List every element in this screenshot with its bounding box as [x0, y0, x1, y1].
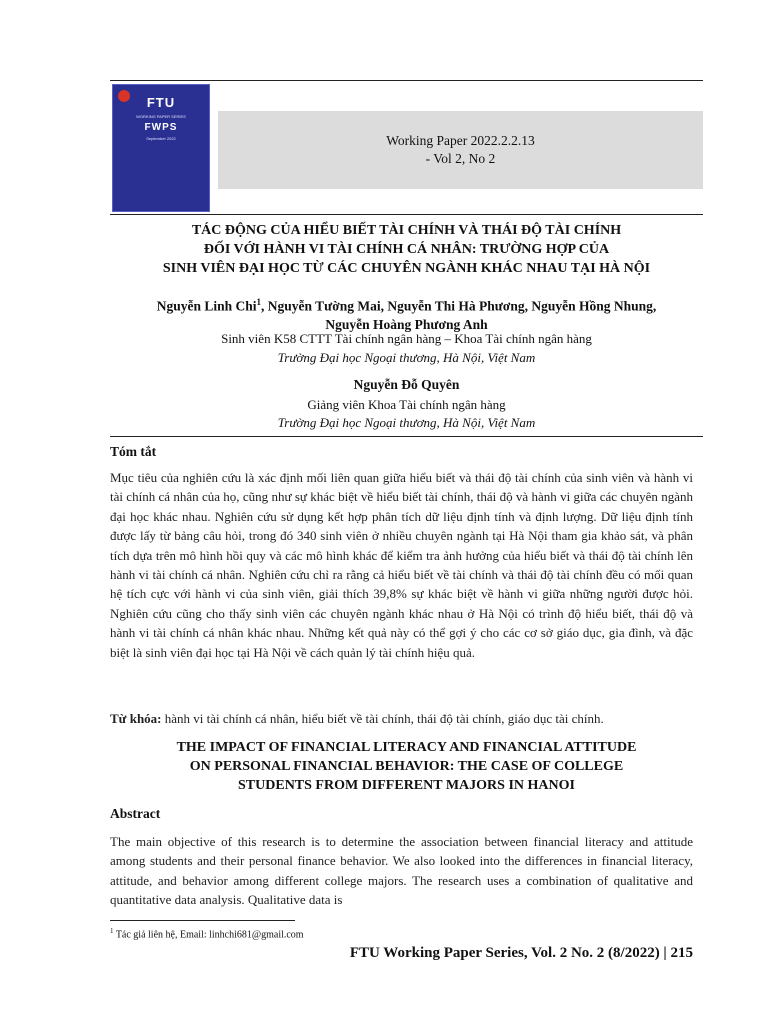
english-abstract-heading: Abstract — [110, 806, 161, 821]
vietnamese-title-line: TÁC ĐỘNG CỦA HIỂU BIẾT TÀI CHÍNH VÀ THÁI ĐỘ TÀI CHÍNH — [191, 223, 622, 238]
affiliation-1: Sinh viên K58 CTTT Tài chính ngân hàng – Khoa Tài chính ngân hàng — [221, 331, 592, 346]
footnote: $^1$ Tác giả liên hệ, Email: linhchi681@gmail.com — [110, 927, 304, 941]
footnote-rule — [110, 920, 295, 921]
affiliation-2: Giảng viên Khoa Tài chính ngân hàng — [307, 397, 506, 412]
keywords-label: Từ khóa: — [110, 711, 162, 726]
english-abstract-body: The main objective of this research is to determine the association between financial literacy and attitude among students and their personal finance behavior. We also looked into the differences in financial literacy, attitude, and behavior among different college majors. The research uses a combination of qualitative and quantitative data analysis. Qualitative data is — [110, 834, 693, 908]
working-paper-number: Working Paper 2022.2.2.13 — [386, 133, 535, 148]
affiliation-1-university: Trường Đại học Ngoại thương, Hà Nội, Việt Nam — [277, 350, 536, 365]
english-title-line: THE IMPACT OF FINANCIAL LITERACY AND FINANCIAL ATTITUDE — [176, 740, 637, 755]
affiliation-2-university: Trường Đại học Ngoại thương, Hà Nội, Việt Nam — [277, 415, 536, 430]
keywords — [110, 709, 693, 728]
cover-series: FWPS — [144, 122, 178, 133]
working-paper-volume: - Vol 2, No 2 — [425, 151, 496, 166]
english-title-line: STUDENTS FROM DIFFERENT MAJORS IN HANOI — [238, 778, 575, 793]
footnote-ref[interactable]: 1 — [256, 297, 262, 307]
vietnamese-title-line: SINH VIÊN ĐẠI HỌC TỪ CÁC CHUYÊN NGÀNH KHÁC NHAU TẠI HÀ NỘI — [162, 261, 651, 276]
section-rule — [110, 436, 703, 437]
cover-date: September 2022 — [146, 136, 176, 141]
header-rule — [110, 214, 703, 215]
author-line: Nguyễn Linh Chi$^1$, Nguyễn Tường Mai, Nguyễn Thi Hà Phương, Nguyễn Hồng Nhung, — [156, 297, 657, 314]
author-2: Nguyễn Đỗ Quyên — [353, 377, 460, 392]
top-rule — [110, 80, 703, 81]
cover-subtitle: WORKING PAPER SERIES — [136, 114, 186, 119]
working-paper-box — [218, 111, 703, 189]
fwps-cover-image — [112, 84, 210, 212]
vietnamese-abstract-heading: Tóm tắt — [110, 444, 157, 459]
vietnamese-abstract-body: Mục tiêu của nghiên cứu là xác định mối liên quan giữa hiểu biết và thái độ tài chính của sinh viên và hành vi tài chính cá nhân của họ, cũng như sự khác biệt về hiểu biết tài chính, thái độ và hành vi giữa các chuyên ngành đại học khác nhau. Nghiên cứu sử dụng kết hợp phân tích dữ liệu định tính và định lượng. Dữ liệu định tính được lấy từ bảng câu hỏi, trong đó 340 sinh viên ở nhiều chuyên ngành tại Hà Nội tham gia khảo sát, và phân tích dựa trên mô hình hồi quy và các mô hình khác để kiểm tra ảnh hưởng của hiểu biết và thái độ tài chính lên hành vi tài chính cá nhân. Nghiên cứu chỉ ra rằng cả hiểu biết về tài chính và thái độ tài chính đều có mối quan hệ tích cực với hành vi của sinh viên, giải thích 39,8% sự khác biệt về hành vi giữa những người được hỏi. Nghiên cứu cũng cho thấy sinh viên các chuyên ngành khác nhau ở Hà Nội có trình độ hiểu biết, thái độ và hành vi tài chính cá nhân khác nhau. Những kết quả này có thể gợi ý cho các cơ sở giáo dục, gia đình, và đặc biệt là sinh viên đại học tại Hà Nội về cách quản lý tài chính hiệu quả. — [110, 470, 693, 660]
author-list — [110, 293, 703, 334]
english-title-line: ON PERSONAL FINANCIAL BEHAVIOR: THE CASE OF COLLEGE — [189, 759, 624, 774]
page-footer: FTU Working Paper Series, Vol. 2 No. 2 (8/2022) | 215 — [349, 945, 693, 961]
author-line: Nguyễn Hoàng Phương Anh — [325, 316, 488, 332]
vietnamese-title — [110, 221, 703, 278]
cover-title: FTU — [146, 95, 176, 110]
english-title — [110, 738, 703, 795]
vietnamese-title-line: ĐỐI VỚI HÀNH VI TÀI CHÍNH CÁ NHÂN: TRƯỜNG HỢP CỦA — [203, 242, 610, 257]
keywords-text: hành vi tài chính cá nhân, hiểu biết về tài chính, thái độ tài chính, giáo dục tài chính. — [161, 711, 604, 726]
